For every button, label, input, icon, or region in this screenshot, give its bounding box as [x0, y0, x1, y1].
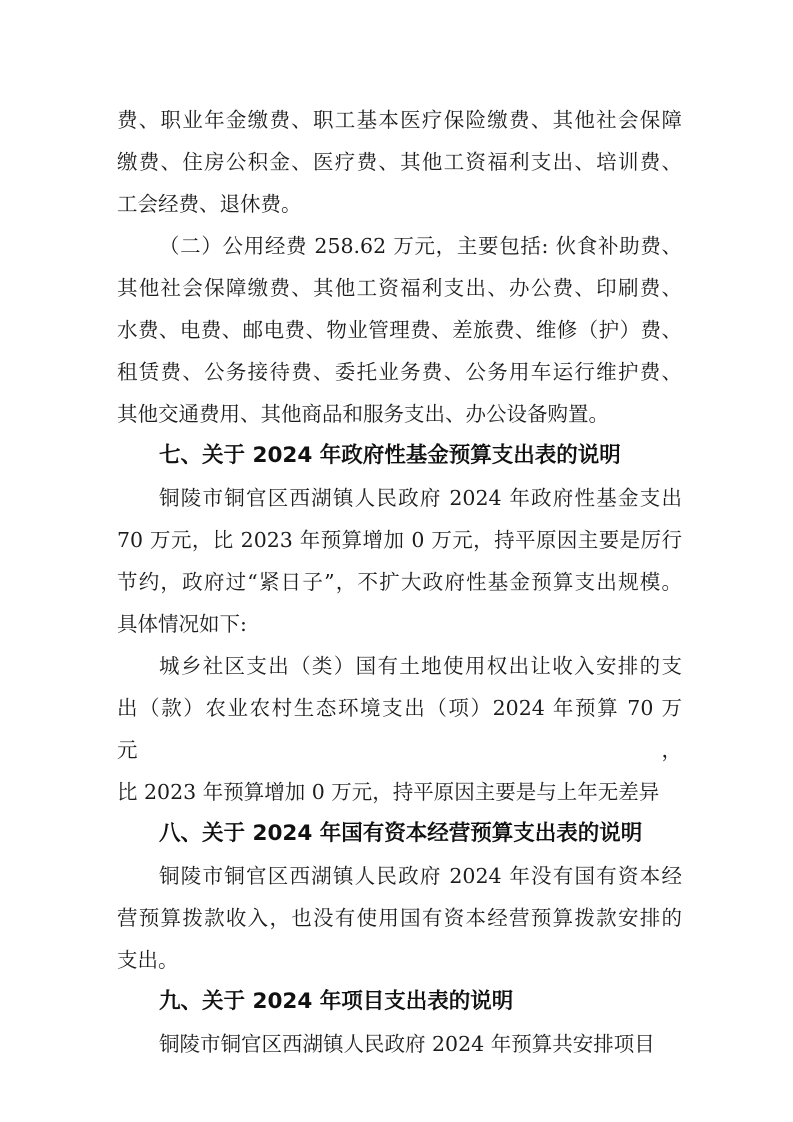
text-line: 铜陵市铜官区西湖镇人民政府 2024 年政府性基金支出: [159, 486, 682, 510]
text-line: 缴费、住房公积金、医疗费、其他工资福利支出、培训费、: [117, 150, 682, 174]
paragraph-govt-fund-budget: [117, 477, 682, 645]
text-line: 城乡社区支出（类）国有土地使用权出让收入安排的支: [159, 654, 682, 678]
section-heading: 九、关于 2024 年项目支出表的说明: [159, 989, 514, 1014]
text-line: 其他交通费用、其他商品和服务支出、办公设备购置。: [117, 402, 609, 426]
text-line: 支出。: [117, 948, 179, 972]
text-line: 铜陵市铜官区西湖镇人民政府 2024 年没有国有资本经: [159, 864, 682, 888]
paragraph-state-capital: [117, 855, 682, 981]
text-line: 营预算拨款收入，也没有使用国有资本经营预算拨款安排的: [117, 906, 682, 930]
text-line: 铜陵市铜官区西湖镇人民政府 2024 年预算共安排项目: [159, 1032, 655, 1056]
text-line: （二）公用经费 258.62 万元，主要包括: 伙食补助费、: [159, 234, 682, 258]
text-line: 租赁费、公务接待费、委托业务费、公务用车运行维护费、: [117, 360, 682, 384]
text-line: 费、职业年金缴费、职工基本医疗保险缴费、其他社会保障: [117, 108, 682, 132]
paragraph-public-expenses: [117, 225, 682, 435]
section-heading: 七、关于 2024 年政府性基金预算支出表的说明: [159, 443, 621, 468]
heading-section-7: [117, 435, 682, 477]
text-line: 比 2023 年预算增加 0 万元，持平原因主要是与上年无差异: [117, 780, 660, 804]
text-line: 节约，政府过“紧日子”，不扩大政府性基金预算支出规模。: [117, 570, 682, 594]
heading-section-9: [117, 981, 682, 1023]
text-line: 70 万元，比 2023 年预算增加 0 万元，持平原因主要是厉行: [117, 528, 682, 552]
text-line: 出（款）农业农村生态环境支出（项）2024 年预算 70 万元，: [117, 696, 682, 762]
section-heading: 八、关于 2024 年国有资本经营预算支出表的说明: [159, 821, 643, 846]
paragraph-project-budget: [117, 1023, 682, 1065]
paragraph-personnel-expenses-continued: [117, 99, 682, 225]
paragraph-urban-rural-community: [117, 645, 682, 813]
text-line: 其他社会保障缴费、其他工资福利支出、办公费、印刷费、: [117, 276, 682, 300]
document-content: [117, 99, 682, 1065]
heading-section-8: [117, 813, 682, 855]
text-line: 工会经费、退休费。: [117, 192, 302, 216]
text-line: 水费、电费、邮电费、物业管理费、差旅费、维修（护）费、: [117, 318, 682, 342]
text-line: 具体情况如下:: [117, 612, 247, 636]
